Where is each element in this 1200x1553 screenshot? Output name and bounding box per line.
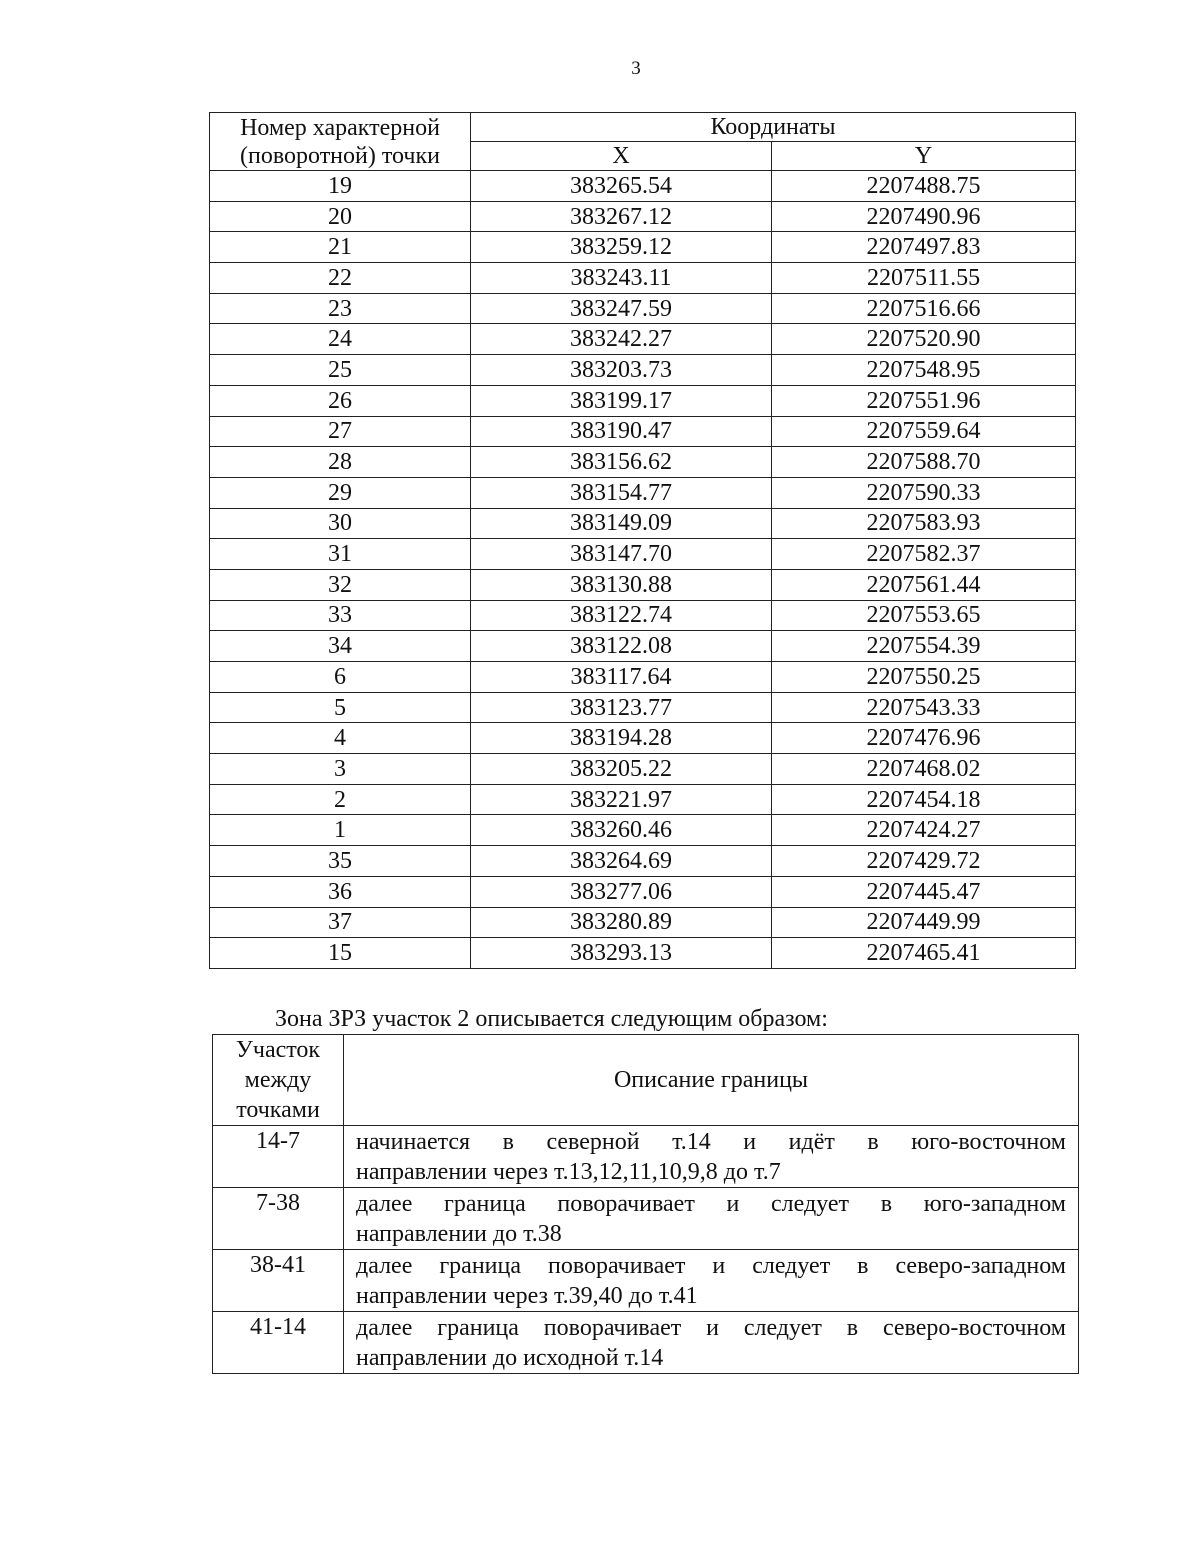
cell-y: 2207551.96 <box>772 385 1076 416</box>
cell-x: 383190.47 <box>471 416 772 447</box>
zone-heading: Зона ЗРЗ участок 2 описывается следующим образом: <box>275 1006 828 1032</box>
table-row <box>210 631 1076 662</box>
cell-point: 4 <box>210 723 471 754</box>
cell-point: 19 <box>210 171 471 202</box>
table-row <box>210 692 1076 723</box>
description-line: направлении через т.13,12,11,10,9,8 до т.7 <box>356 1159 781 1185</box>
table-row <box>210 846 1076 877</box>
header-segment-line3: точками <box>236 1097 320 1123</box>
cell-description <box>344 1250 1079 1312</box>
table-row <box>210 815 1076 846</box>
cell-point: 20 <box>210 201 471 232</box>
cell-y: 2207468.02 <box>772 754 1076 785</box>
cell-x: 383280.89 <box>471 907 772 938</box>
cell-x: 383242.27 <box>471 324 772 355</box>
table-row <box>210 662 1076 693</box>
table-row <box>210 263 1076 294</box>
page-number: 3 <box>631 58 641 79</box>
table-row <box>210 447 1076 478</box>
cell-description <box>344 1312 1079 1374</box>
cell-description <box>344 1188 1079 1250</box>
cell-segment: 7-38 <box>213 1188 344 1250</box>
cell-x: 383259.12 <box>471 232 772 263</box>
header-x: X <box>471 142 772 171</box>
cell-point: 21 <box>210 232 471 263</box>
cell-y: 2207554.39 <box>772 631 1076 662</box>
cell-point: 25 <box>210 355 471 386</box>
header-point-line2: (поворотной) точки <box>240 142 440 169</box>
table-row <box>210 600 1076 631</box>
cell-point: 37 <box>210 907 471 938</box>
cell-x: 383264.69 <box>471 846 772 877</box>
table-row <box>210 754 1076 785</box>
cell-y: 2207520.90 <box>772 324 1076 355</box>
cell-y: 2207561.44 <box>772 569 1076 600</box>
cell-x: 383122.08 <box>471 631 772 662</box>
cell-y: 2207553.65 <box>772 600 1076 631</box>
cell-x: 383194.28 <box>471 723 772 754</box>
cell-x: 383260.46 <box>471 815 772 846</box>
cell-point: 29 <box>210 477 471 508</box>
cell-point: 31 <box>210 539 471 570</box>
cell-point: 32 <box>210 569 471 600</box>
table-row <box>210 385 1076 416</box>
cell-y: 2207465.41 <box>772 938 1076 969</box>
table-row <box>210 293 1076 324</box>
table-row <box>210 324 1076 355</box>
header-description: Описание границы <box>344 1035 1079 1126</box>
cell-y: 2207559.64 <box>772 416 1076 447</box>
cell-y: 2207476.96 <box>772 723 1076 754</box>
cell-x: 383243.11 <box>471 263 772 294</box>
table-row <box>213 1188 1079 1250</box>
cell-point: 3 <box>210 754 471 785</box>
cell-point: 6 <box>210 662 471 693</box>
description-line: направлении до исходной т.14 <box>356 1345 664 1371</box>
cell-y: 2207590.33 <box>772 477 1076 508</box>
header-segment-line1: Участок <box>235 1037 321 1063</box>
cell-description <box>344 1126 1079 1188</box>
cell-y: 2207429.72 <box>772 846 1076 877</box>
table-row <box>210 539 1076 570</box>
cell-x: 383205.22 <box>471 754 772 785</box>
table-row <box>210 784 1076 815</box>
description-line: начинается в северной т.14 и идёт в юго-восточном <box>356 1129 1066 1155</box>
description-line: направлении до т.38 <box>356 1221 562 1247</box>
table-row <box>213 1312 1079 1374</box>
table-row <box>213 1250 1079 1312</box>
cell-y: 2207445.47 <box>772 876 1076 907</box>
header-y: Y <box>772 142 1076 171</box>
cell-point: 27 <box>210 416 471 447</box>
cell-x: 383247.59 <box>471 293 772 324</box>
cell-x: 383293.13 <box>471 938 772 969</box>
description-line: далее граница поворачивает и следует в северо-западном <box>356 1253 1066 1279</box>
cell-x: 383265.54 <box>471 171 772 202</box>
table-row <box>210 232 1076 263</box>
cell-x: 383277.06 <box>471 876 772 907</box>
cell-y: 2207488.75 <box>772 171 1076 202</box>
cell-y: 2207497.83 <box>772 232 1076 263</box>
cell-x: 383221.97 <box>471 784 772 815</box>
cell-x: 383199.17 <box>471 385 772 416</box>
cell-segment: 38-41 <box>213 1250 344 1312</box>
cell-point: 23 <box>210 293 471 324</box>
cell-y: 2207550.25 <box>772 662 1076 693</box>
description-line: далее граница поворачивает и следует в юго-западном <box>356 1191 1066 1217</box>
cell-segment: 41-14 <box>213 1312 344 1374</box>
cell-point: 15 <box>210 938 471 969</box>
cell-y: 2207511.55 <box>772 263 1076 294</box>
cell-x: 383147.70 <box>471 539 772 570</box>
cell-point: 28 <box>210 447 471 478</box>
cell-x: 383123.77 <box>471 692 772 723</box>
cell-point: 5 <box>210 692 471 723</box>
cell-x: 383130.88 <box>471 569 772 600</box>
cell-y: 2207424.27 <box>772 815 1076 846</box>
cell-y: 2207543.33 <box>772 692 1076 723</box>
header-coordinates: Координаты <box>471 113 1076 142</box>
cell-point: 22 <box>210 263 471 294</box>
description-line: направлении через т.39,40 до т.41 <box>356 1283 698 1309</box>
table-row <box>210 201 1076 232</box>
cell-segment: 14-7 <box>213 1126 344 1188</box>
cell-x: 383154.77 <box>471 477 772 508</box>
cell-x: 383117.64 <box>471 662 772 693</box>
table-row <box>210 907 1076 938</box>
table-row <box>213 1126 1079 1188</box>
cell-point: 35 <box>210 846 471 877</box>
table-row <box>210 477 1076 508</box>
cell-y: 2207588.70 <box>772 447 1076 478</box>
border-table-body <box>213 1126 1079 1374</box>
header-segment-line2: между <box>244 1067 312 1093</box>
table-row <box>210 508 1076 539</box>
cell-x: 383122.74 <box>471 600 772 631</box>
cell-x: 383267.12 <box>471 201 772 232</box>
table-row <box>210 876 1076 907</box>
cell-x: 383156.62 <box>471 447 772 478</box>
cell-y: 2207516.66 <box>772 293 1076 324</box>
table-row <box>210 171 1076 202</box>
header-segment <box>213 1035 344 1126</box>
border-description-table <box>212 1034 1079 1374</box>
cell-y: 2207454.18 <box>772 784 1076 815</box>
header-point-number <box>210 113 471 171</box>
cell-y: 2207582.37 <box>772 539 1076 570</box>
cell-point: 26 <box>210 385 471 416</box>
cell-point: 34 <box>210 631 471 662</box>
cell-point: 33 <box>210 600 471 631</box>
coordinates-table <box>209 112 1076 969</box>
table-row <box>210 416 1076 447</box>
cell-x: 383203.73 <box>471 355 772 386</box>
cell-y: 2207449.99 <box>772 907 1076 938</box>
table-row <box>210 938 1076 969</box>
cell-point: 2 <box>210 784 471 815</box>
cell-y: 2207548.95 <box>772 355 1076 386</box>
cell-point: 36 <box>210 876 471 907</box>
cell-point: 24 <box>210 324 471 355</box>
cell-y: 2207583.93 <box>772 508 1076 539</box>
coordinates-table-body <box>210 171 1076 969</box>
header-point-line1: Номер характерной <box>240 114 440 141</box>
cell-y: 2207490.96 <box>772 201 1076 232</box>
description-line: далее граница поворачивает и следует в северо-восточном <box>356 1315 1066 1341</box>
table-row <box>210 355 1076 386</box>
cell-point: 1 <box>210 815 471 846</box>
cell-point: 30 <box>210 508 471 539</box>
table-row <box>210 569 1076 600</box>
table-row <box>210 723 1076 754</box>
cell-x: 383149.09 <box>471 508 772 539</box>
